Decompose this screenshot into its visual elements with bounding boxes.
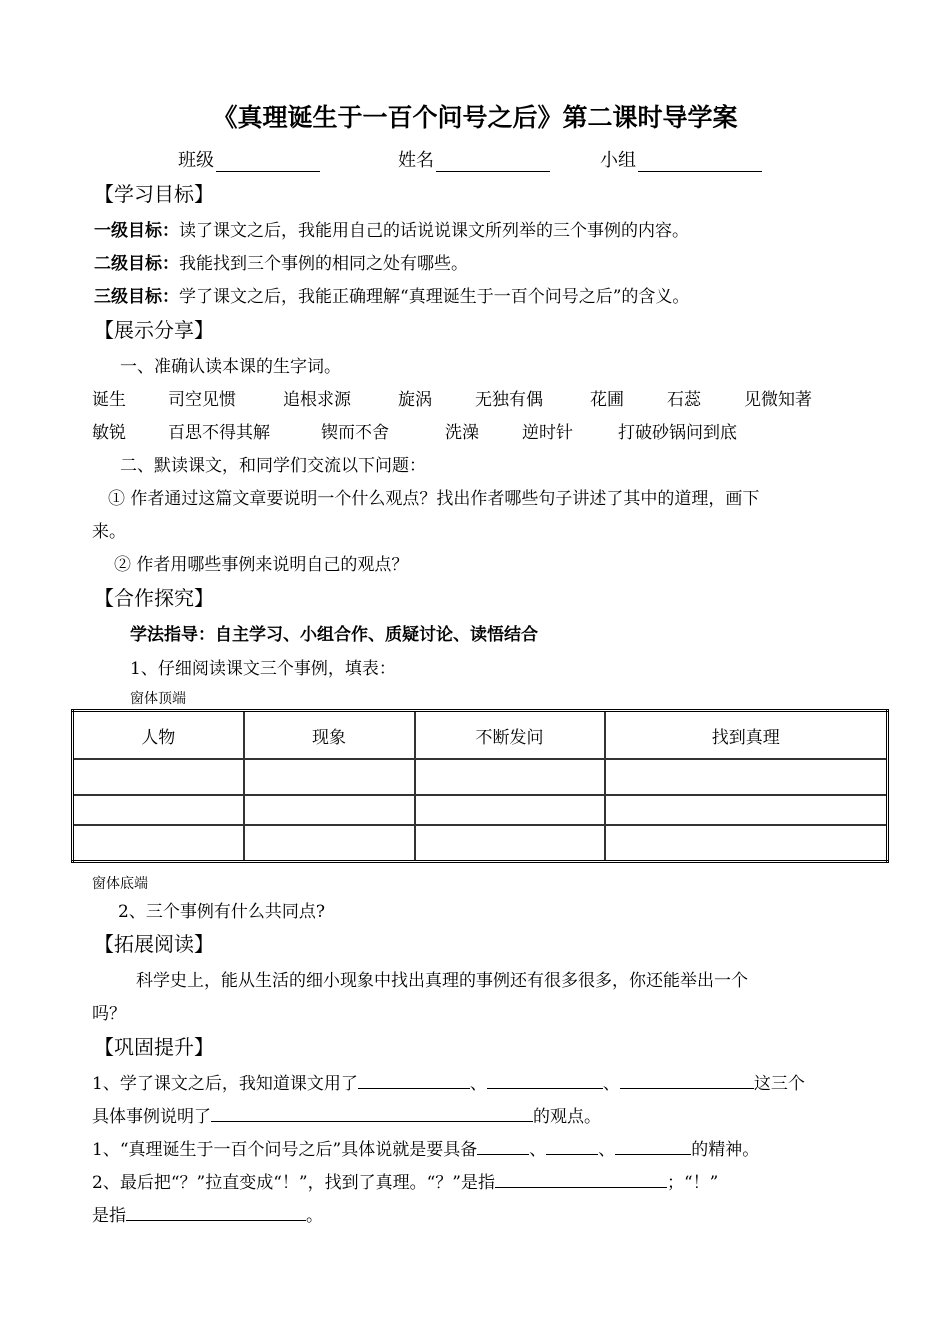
consolidate-q1-line-1: 1、学了课文之后，我知道课文用了 、 、 这三个 [92,1074,805,1094]
table-cell[interactable] [605,795,888,825]
answer-blank[interactable] [126,1204,306,1221]
table-cell[interactable] [244,795,415,825]
extend-line-2: 吗？ [92,1004,126,1024]
question-1-line-1: ① 作者通过这篇文章要说明一个什么观点？找出作者哪些句子讲述了其中的道理，画下 [108,489,760,509]
vocab-word: 追根求源 [283,390,351,410]
explore-heading: 【合作探究】 [94,586,214,610]
name-label: 姓名 [398,150,434,171]
vocab-word: 司空见惯 [168,390,236,410]
answer-blank[interactable] [211,1105,533,1122]
consolidate-q2: 1、“真理诞生于一百个问号之后”具体说就是要具备 、 、 的精神。 [92,1140,760,1160]
share-heading: 【展示分享】 [94,318,214,342]
answer-blank[interactable] [477,1138,529,1155]
fill-in-table [71,709,889,863]
consolidate-heading: 【巩固提升】 [94,1035,214,1059]
class-label: 班级 [178,150,214,171]
form-bottom-label: 窗体底端 [92,876,148,892]
vocab-word: 百思不得其解 [168,423,270,443]
question-2: ② 作者用哪些事例来说明自己的观点？ [114,555,409,575]
goals-heading: 【学习目标】 [94,182,214,206]
table-cell[interactable] [73,759,244,795]
answer-blank[interactable] [495,1171,667,1188]
answer-blank[interactable] [615,1138,691,1155]
table-header-cell: 人物 [73,711,244,760]
goal-3: 三级目标：学了课文之后，我能正确理解“真理诞生于一百个问号之后”的含义。 [94,287,690,307]
answer-blank[interactable] [358,1072,470,1089]
table-header-cell: 现象 [244,711,415,760]
share-item-1: 一、准确认读本课的生字词。 [120,357,341,377]
table-header-row [73,711,888,760]
vocab-word: 诞生 [92,390,126,410]
share-item-2: 二、默读课文，和同学们交流以下问题： [120,456,426,476]
vocab-word: 敏锐 [92,423,126,443]
group-field[interactable] [600,146,762,172]
consolidate-q3-line-2: 是指 。 [92,1206,323,1226]
class-input-line[interactable] [216,151,320,172]
answer-blank[interactable] [546,1138,598,1155]
answer-blank[interactable] [487,1072,603,1089]
table-cell[interactable] [415,759,605,795]
task-1: 1、仔细阅读课文三个事例，填表： [130,659,396,679]
table-header-cell: 找到真理 [605,711,888,760]
extend-heading: 【拓展阅读】 [94,932,214,956]
form-top-label: 窗体顶端 [130,691,186,707]
vocab-row-1 [0,385,950,409]
vocab-word: 打破砂锅问到底 [618,423,737,443]
group-input-line[interactable] [638,151,762,172]
vocab-word: 锲而不舍 [321,423,389,443]
consolidate-q3-line-1: 2、最后把“？”拉直变成“！”，找到了真理。“？”是指 ；“！” [92,1173,719,1193]
table-cell[interactable] [244,825,415,862]
answer-blank[interactable] [620,1072,754,1089]
consolidate-q1-line-2: 具体事例说明了 的观点。 [92,1107,601,1127]
table-cell[interactable] [605,825,888,862]
vocab-word: 旋涡 [398,390,432,410]
table-cell[interactable] [73,825,244,862]
table-cell[interactable] [415,825,605,862]
class-field[interactable] [178,146,320,172]
table-row [73,795,888,825]
vocab-word: 逆时针 [522,423,573,443]
name-field[interactable] [398,146,550,172]
extend-line-1: 科学史上，能从生活的细小现象中找出真理的事例还有很多很多，你还能举出一个 [136,971,748,991]
table-cell[interactable] [73,795,244,825]
table-cell[interactable] [244,759,415,795]
table-row [73,825,888,862]
group-label: 小组 [600,150,636,171]
goal-1: 一级目标：读了课文之后，我能用自己的话说说课文所列举的三个事例的内容。 [94,221,689,241]
vocab-word: 石蕊 [667,390,701,410]
vocab-word: 花圃 [590,390,624,410]
table-cell[interactable] [605,759,888,795]
vocab-word: 无独有偶 [475,390,543,410]
table-header-cell: 不断发问 [415,711,605,760]
table-row [73,759,888,795]
vocab-word: 见微知著 [744,390,812,410]
question-1-line-2: 来。 [92,522,126,542]
vocab-row-2 [0,418,950,442]
vocab-word: 洗澡 [445,423,479,443]
table-cell[interactable] [415,795,605,825]
name-input-line[interactable] [436,151,550,172]
task-2: 2、三个事例有什么共同点? [118,902,325,922]
method-guide: 学法指导：自主学习、小组合作、质疑讨论、读悟结合 [130,625,538,645]
goal-2: 二级目标：我能找到三个事例的相同之处有哪些。 [94,254,468,274]
page-title: 《真理诞生于一百个问号之后》第二课时导学案 [212,103,738,132]
